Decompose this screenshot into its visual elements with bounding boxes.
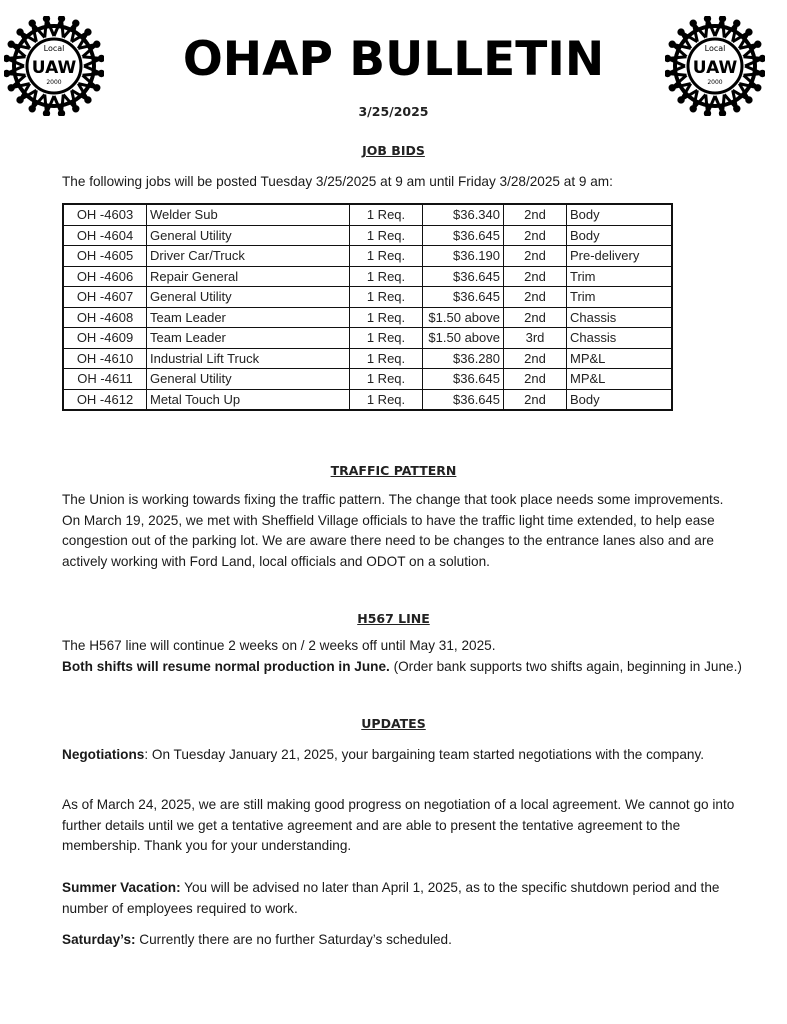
job-code-cell: OH -4604 <box>63 225 147 246</box>
job-rate-cell: $36.645 <box>423 266 504 287</box>
logo-local-text: Local <box>43 44 65 53</box>
job-req-cell: 1 Req. <box>350 369 423 390</box>
job-req-cell: 1 Req. <box>350 389 423 410</box>
vacation-label: Summer Vacation: <box>62 880 181 895</box>
job-shift-cell: 2nd <box>504 369 567 390</box>
h567-line-heading: H567 LINE <box>357 611 430 626</box>
job-bids-intro: The following jobs will be posted Tuesday 3/25/2025 at 9 am until Friday 3/28/2025 at 9 am: <box>62 174 613 189</box>
job-shift-cell: 2nd <box>504 307 567 328</box>
job-shift-cell: 3rd <box>504 328 567 349</box>
gear-spoke-head <box>705 16 709 20</box>
job-dept-cell: MP&L <box>567 369 673 390</box>
gear-spoke-head <box>691 21 695 25</box>
job-rate-cell: $36.645 <box>423 389 504 410</box>
job-rate-cell: $36.645 <box>423 287 504 308</box>
job-code-cell: OH -4603 <box>63 204 147 225</box>
traffic-pattern-body: The Union is working towards fixing the traffic pattern. The change that took place needs some improvements. On March 19, 2025, we met with Sheffield Village officials to have the traffic light time extended, to help ease congestion out of the parking lot. We are aware there need to be changes to the entrance lanes also and are actively working with Ford Land, local officials and ODOT on a solution. <box>62 492 724 569</box>
job-rate-cell: $1.50 above <box>423 328 504 349</box>
job-code-cell: OH -4612 <box>63 389 147 410</box>
job-title-cell: Team Leader <box>147 328 350 349</box>
vacation-text: You will be advised no later than April 1, 2025, as to the specific shutdown period and the number of employees required to work. <box>62 880 720 916</box>
job-code-cell: OH -4611 <box>63 369 147 390</box>
gear-spoke-head <box>86 98 90 102</box>
job-code-cell: OH -4606 <box>63 266 147 287</box>
job-title-cell: General Utility <box>147 369 350 390</box>
h567-line-body <box>62 636 742 677</box>
h567-line-note: (Order bank supports two shifts again, beginning in June.) <box>389 658 742 674</box>
job-shift-cell: 2nd <box>504 348 567 369</box>
negotiations-text: : On Tuesday January 21, 2025, your bargaining team started negotiations with the company. <box>144 747 705 762</box>
job-dept-cell: Body <box>567 225 673 246</box>
table-row <box>63 225 672 246</box>
job-rate-cell: $36.190 <box>423 246 504 267</box>
saturday-text: Currently there are no further Saturday’s scheduled. <box>135 932 452 947</box>
job-bids-heading: JOB BIDS <box>362 143 425 158</box>
job-rate-cell: $36.340 <box>423 204 504 225</box>
job-req-cell: 1 Req. <box>350 307 423 328</box>
job-code-cell: OH -4609 <box>63 328 147 349</box>
table-row <box>63 328 672 349</box>
job-rate-cell: $1.50 above <box>423 307 504 328</box>
saturday-paragraph <box>62 930 742 951</box>
job-title-cell: Repair General <box>147 266 350 287</box>
job-title-cell: Driver Car/Truck <box>147 246 350 267</box>
h567-line-text: The H567 line will continue 2 weeks on / 2 weeks off until May 31, 2025. <box>62 638 496 653</box>
job-title-cell: Metal Touch Up <box>147 389 350 410</box>
job-title-cell: General Utility <box>147 287 350 308</box>
table-row <box>63 307 672 328</box>
job-rate-cell: $36.645 <box>423 225 504 246</box>
job-dept-cell: Chassis <box>567 328 673 349</box>
job-dept-cell: Pre-delivery <box>567 246 673 267</box>
table-row <box>63 287 672 308</box>
job-shift-cell: 2nd <box>504 246 567 267</box>
h567-line-bold-text: Both shifts will resume normal production in June. <box>62 658 390 674</box>
job-title-cell: General Utility <box>147 225 350 246</box>
job-code-cell: OH -4610 <box>63 348 147 369</box>
gear-spoke-head <box>44 16 48 20</box>
job-dept-cell: Body <box>567 389 673 410</box>
logo-uaw-text: UAW <box>692 58 738 78</box>
gear-spoke-head <box>74 21 78 25</box>
vacation-paragraph <box>62 878 742 919</box>
table-row <box>63 389 672 410</box>
job-req-cell: 1 Req. <box>350 348 423 369</box>
job-req-cell: 1 Req. <box>350 328 423 349</box>
job-dept-cell: Trim <box>567 266 673 287</box>
table-row <box>63 348 672 369</box>
bulletin-title: OHAP BULLETIN <box>182 32 605 87</box>
job-rate-cell: $36.645 <box>423 369 504 390</box>
job-dept-cell: MP&L <box>567 348 673 369</box>
table-row <box>63 246 672 267</box>
gear-spoke-head <box>720 16 724 20</box>
job-shift-cell: 2nd <box>504 287 567 308</box>
table-row <box>63 369 672 390</box>
gear-spoke-head <box>747 98 751 102</box>
job-shift-cell: 2nd <box>504 204 567 225</box>
job-code-cell: OH -4607 <box>63 287 147 308</box>
job-req-cell: 1 Req. <box>350 225 423 246</box>
logo-uaw-text: UAW <box>31 58 77 78</box>
gear-spoke-head <box>679 98 683 102</box>
negotiations-label: Negotiations <box>62 747 145 762</box>
job-dept-cell: Trim <box>567 287 673 308</box>
job-rate-cell: $36.280 <box>423 348 504 369</box>
job-shift-cell: 2nd <box>504 389 567 410</box>
bulletin-date: 3/25/2025 <box>358 104 429 119</box>
job-bids-table <box>62 203 673 411</box>
job-dept-cell: Body <box>567 204 673 225</box>
job-req-cell: 1 Req. <box>350 266 423 287</box>
job-title-cell: Team Leader <box>147 307 350 328</box>
progress-paragraph: As of March 24, 2025, we are still making good progress on negotiation of a local agreement. We cannot go into further details until we get a tentative agreement and are able to present the tentative agreement to the membership. Thank you for your understanding. <box>62 797 735 853</box>
gear-spoke-head <box>30 21 34 25</box>
gear-spoke-head <box>18 98 22 102</box>
job-title-cell: Industrial Lift Truck <box>147 348 350 369</box>
logo-number-text: 2000 <box>46 79 62 86</box>
gear-spoke-head <box>735 21 739 25</box>
traffic-pattern-heading: TRAFFIC PATTERN <box>330 463 457 478</box>
table-row <box>63 204 672 225</box>
job-shift-cell: 2nd <box>504 266 567 287</box>
job-req-cell: 1 Req. <box>350 246 423 267</box>
saturday-label: Saturday’s: <box>62 932 136 947</box>
logo-number-text: 2000 <box>707 79 723 86</box>
job-code-cell: OH -4605 <box>63 246 147 267</box>
job-req-cell: 1 Req. <box>350 287 423 308</box>
logo-local-text: Local <box>704 44 726 53</box>
updates-heading: UPDATES <box>361 716 426 731</box>
job-shift-cell: 2nd <box>504 225 567 246</box>
negotiations-paragraph <box>62 745 742 766</box>
job-dept-cell: Chassis <box>567 307 673 328</box>
table-row <box>63 266 672 287</box>
job-code-cell: OH -4608 <box>63 307 147 328</box>
job-title-cell: Welder Sub <box>147 204 350 225</box>
gear-spoke-head <box>59 16 63 20</box>
job-req-cell: 1 Req. <box>350 204 423 225</box>
